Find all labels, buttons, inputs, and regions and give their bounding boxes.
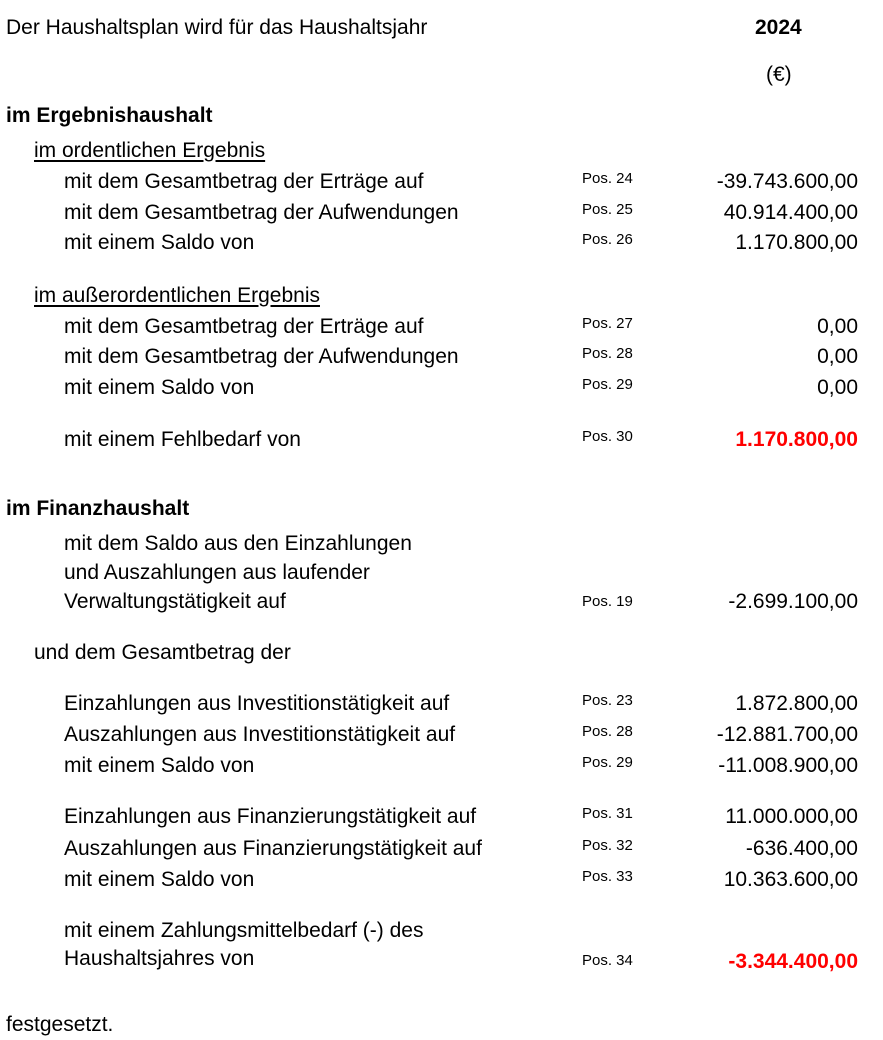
row-label: mit einem Saldo von (64, 754, 255, 777)
pos-ref: Pos. 32 (582, 837, 633, 854)
laufend-value: -2.699.100,00 (728, 590, 858, 613)
laufend-line2: und Auszahlungen aus laufender (64, 561, 370, 584)
row-value: 1.872.800,00 (735, 692, 858, 715)
fehlbedarf-label: mit einem Fehlbedarf von (64, 428, 301, 451)
row-label: mit dem Gesamtbetrag der Erträge auf (64, 315, 424, 338)
laufend-line3: Verwaltungstätigkeit auf (64, 590, 286, 613)
pos-ref: Pos. 19 (582, 593, 633, 610)
row-label: mit dem Gesamtbetrag der Erträge auf (64, 170, 424, 193)
finanzhaushalt-heading: im Finanzhaushalt (6, 497, 190, 520)
ausserordentlich-heading: im außerordentlichen Ergebnis (34, 284, 320, 307)
row-value: -39.743.600,00 (716, 170, 858, 193)
pos-ref: Pos. 30 (582, 428, 633, 445)
pos-ref: Pos. 24 (582, 170, 633, 187)
row-value: 10.363.600,00 (723, 868, 858, 891)
ordentlich-heading: im ordentlichen Ergebnis (34, 139, 266, 162)
pos-ref: Pos. 28 (582, 723, 633, 740)
row-value: -11.008.900,00 (718, 754, 858, 777)
row-value: 1.170.800,00 (735, 231, 858, 254)
pos-ref: Pos. 31 (582, 805, 633, 822)
row-value: 11.000.000,00 (725, 805, 858, 828)
pos-ref: Pos. 29 (582, 376, 633, 393)
gesamtbetrag-label: und dem Gesamtbetrag der (34, 641, 291, 664)
year-label: 2024 (755, 16, 802, 39)
row-value: 0,00 (817, 345, 858, 368)
zahlungsmittelbedarf-line2: Haushaltsjahres von (64, 947, 255, 970)
row-label: mit einem Saldo von (64, 376, 255, 399)
pos-ref: Pos. 34 (582, 952, 633, 969)
intro-text: Der Haushaltsplan wird für das Haushaltsjahr (6, 16, 428, 39)
row-value: 0,00 (817, 376, 858, 399)
zahlungsmittelbedarf-value: -3.344.400,00 (728, 950, 858, 973)
pos-ref: Pos. 25 (582, 201, 633, 218)
pos-ref: Pos. 29 (582, 754, 633, 771)
row-label: mit einem Saldo von (64, 868, 255, 891)
row-label: mit dem Gesamtbetrag der Aufwendungen (64, 201, 459, 224)
row-label: Einzahlungen aus Finanzierungstätigkeit auf (64, 805, 477, 828)
pos-ref: Pos. 28 (582, 345, 633, 362)
pos-ref: Pos. 23 (582, 692, 633, 709)
currency-unit: (€) (766, 63, 792, 86)
ergebnishaushalt-heading: im Ergebnishaushalt (6, 104, 213, 127)
row-value: -12.881.700,00 (716, 723, 858, 746)
row-label: Einzahlungen aus Investitionstätigkeit auf (64, 692, 450, 715)
row-label: mit dem Gesamtbetrag der Aufwendungen (64, 345, 459, 368)
row-label: Auszahlungen aus Investitionstätigkeit auf (64, 723, 456, 746)
row-value: -636.400,00 (745, 837, 858, 860)
fehlbedarf-value: 1.170.800,00 (735, 428, 858, 451)
row-value: 0,00 (817, 315, 858, 338)
row-label: mit einem Saldo von (64, 231, 255, 254)
pos-ref: Pos. 33 (582, 868, 633, 885)
zahlungsmittelbedarf-line1: mit einem Zahlungsmittelbedarf (-) des (64, 919, 424, 942)
footer-text: festgesetzt. (6, 1013, 114, 1036)
row-value: 40.914.400,00 (723, 201, 858, 224)
laufend-line1: mit dem Saldo aus den Einzahlungen (64, 532, 412, 555)
pos-ref: Pos. 27 (582, 315, 633, 332)
pos-ref: Pos. 26 (582, 231, 633, 248)
row-label: Auszahlungen aus Finanzierungstätigkeit auf (64, 837, 482, 860)
